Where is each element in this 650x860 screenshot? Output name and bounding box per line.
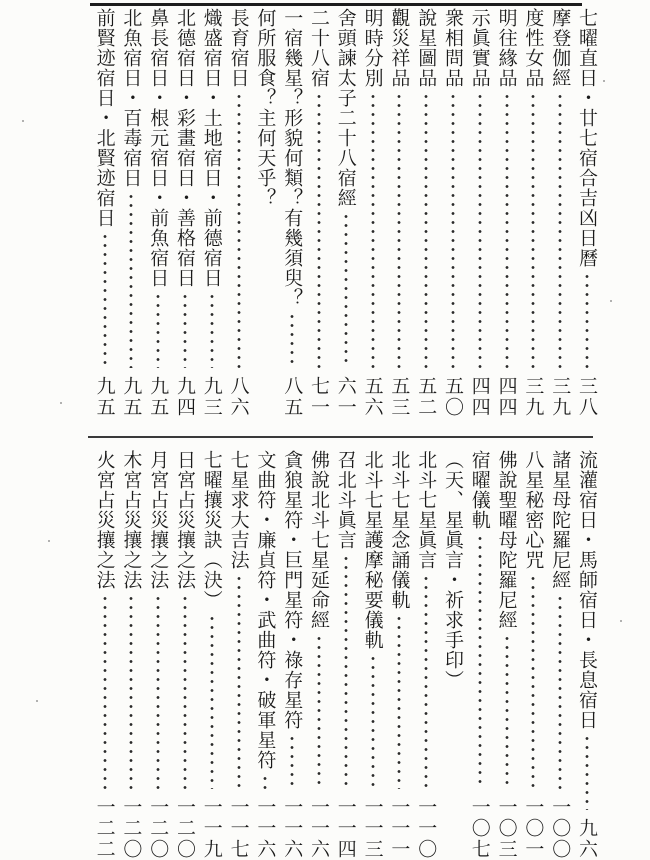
toc-entry[interactable] [199, 450, 225, 860]
toc-entry-title: 衆相問品 [442, 8, 464, 88]
dot-leader [129, 594, 133, 789]
toc-entry-title: 日宮占災攘之法 [174, 450, 196, 590]
toc-entry[interactable] [520, 450, 546, 860]
dot-leader [558, 594, 562, 789]
toc-entry-page-number: 九五 [120, 376, 143, 418]
scan-speck [620, 620, 622, 622]
toc-entry[interactable] [306, 8, 332, 418]
dot-leader [290, 734, 294, 789]
toc-entry-title: 八星秘密心咒 [522, 450, 545, 570]
dot-leader [156, 292, 160, 368]
scan-speck [22, 120, 24, 122]
toc-entry[interactable] [252, 8, 278, 418]
toc-entry[interactable] [547, 450, 573, 860]
dot-leader [129, 192, 133, 368]
toc-entry-title: 說星圖品 [415, 8, 438, 88]
toc-entry[interactable] [386, 450, 412, 860]
toc-entry[interactable] [306, 450, 332, 860]
toc-entry-page-number: 三九 [549, 376, 572, 418]
toc-entry-page-number: 五〇 [442, 376, 464, 418]
toc-entry-page-number: 九四 [174, 376, 196, 418]
toc-entry-page-number: 一一九 [200, 797, 223, 860]
toc-entry-title: 前賢迹宿日・北賢迹宿日 [93, 8, 116, 228]
toc-entry[interactable] [118, 8, 144, 418]
toc-entry-page-number: 一二二 [93, 797, 116, 860]
toc-entry-title: 佛說北斗七星延命經 [308, 450, 330, 630]
toc-entry-page-number: 七一 [308, 376, 330, 418]
dot-leader [478, 92, 482, 368]
dot-leader [237, 92, 241, 368]
toc-entry-title: 舍頭諫太子二十八宿經 [334, 8, 357, 208]
dot-leader [263, 774, 267, 789]
toc-entry-title: （天、星眞言・祈求手印） [442, 450, 464, 690]
toc-entry[interactable] [118, 450, 144, 860]
toc-entry-page-number: 一二〇 [147, 797, 170, 860]
dot-leader [531, 92, 535, 368]
toc-entry[interactable] [440, 8, 466, 418]
toc-entry[interactable] [360, 450, 386, 860]
dot-leader [397, 614, 401, 789]
toc-section-lower [80, 450, 600, 860]
toc-entry-page-number: 九五 [147, 376, 170, 418]
toc-entry[interactable] [145, 450, 171, 860]
toc-entry[interactable] [574, 450, 600, 860]
toc-entry[interactable] [494, 450, 520, 860]
top-border-rule [90, 3, 582, 6]
toc-entry-title: 七曜直日・廿七宿合吉凶日曆 [576, 8, 598, 268]
toc-entry[interactable] [386, 8, 412, 418]
toc-entry-page-number: 三九 [522, 376, 545, 418]
toc-entry-page-number: 五三 [388, 376, 411, 418]
toc-entry-title: 文曲符・廉貞符・武曲符・破軍星符 [254, 450, 277, 770]
toc-entry-title: 七曜攘災訣（決） [200, 450, 223, 610]
toc-entry-title: 七星求大吉法 [227, 450, 250, 570]
toc-entry-title: 召北斗眞言 [334, 450, 357, 550]
toc-entry-title: 二十八宿 [308, 8, 330, 88]
toc-entry-title: 觀災祥品 [388, 8, 411, 88]
toc-entry-page-number: 九五 [93, 376, 116, 418]
dot-leader [210, 292, 214, 368]
toc-entry-title: 流灌宿日・馬師宿日・長息宿日 [576, 450, 598, 730]
dot-leader [531, 574, 535, 789]
dot-leader [317, 634, 321, 789]
toc-entry[interactable] [333, 8, 359, 418]
toc-entry[interactable] [252, 450, 278, 860]
toc-entry-title: 北斗七星眞言 [415, 450, 438, 570]
dot-leader [237, 574, 241, 789]
scan-speck [60, 402, 62, 404]
toc-entry[interactable] [172, 8, 198, 418]
toc-entry[interactable] [494, 8, 520, 418]
dot-leader [585, 272, 589, 368]
dot-leader [505, 634, 509, 789]
toc-entry[interactable] [199, 8, 225, 418]
toc-entry[interactable] [440, 450, 466, 860]
toc-entry-title: 北斗七星念誦儀軌 [388, 450, 411, 610]
toc-entry-page-number: 一一三 [361, 797, 384, 860]
toc-entry-title: 示眞實品 [468, 8, 491, 88]
scan-speck [48, 540, 50, 542]
toc-entry-title: 鼻長宿日・根元宿日・前魚宿日 [147, 8, 170, 288]
scan-speck [36, 700, 38, 702]
toc-entry-page-number: 九六 [576, 818, 598, 860]
toc-entry-page-number: 一〇七 [468, 797, 491, 860]
toc-entry-page-number: 一二〇 [120, 797, 143, 860]
dot-leader [344, 554, 348, 789]
toc-entry[interactable] [226, 450, 252, 860]
toc-entry-title: 佛說聖曜母陀羅尼經 [495, 450, 518, 630]
toc-entry[interactable] [279, 8, 305, 418]
dot-leader [290, 312, 294, 368]
toc-entry-title: 北斗七星護摩秘要儀軌 [361, 450, 384, 650]
toc-entry-page-number: 一一七 [227, 797, 250, 860]
toc-entry[interactable] [413, 450, 439, 860]
dot-leader [558, 92, 562, 368]
toc-entry[interactable] [520, 8, 546, 418]
toc-entry[interactable] [226, 8, 252, 418]
scan-speck [603, 80, 605, 82]
toc-entry[interactable] [413, 8, 439, 418]
dot-leader [585, 734, 589, 810]
dot-leader [371, 92, 375, 368]
toc-entry-title: 度性女品 [522, 8, 545, 88]
section-divider-rule [88, 436, 593, 438]
toc-entry-title: 一宿幾星？形貌何類？有幾須臾？ [281, 8, 304, 308]
toc-entry[interactable] [92, 8, 118, 418]
dot-leader [156, 594, 160, 789]
toc-entry-page-number: 一一一 [388, 797, 411, 860]
toc-entry-page-number: 六一 [334, 376, 357, 418]
toc-entry[interactable] [574, 8, 600, 418]
dot-leader [424, 92, 428, 368]
dot-leader [371, 654, 375, 789]
dot-leader [505, 92, 509, 368]
toc-entry[interactable] [92, 450, 118, 860]
toc-entry[interactable] [145, 8, 171, 418]
toc-entry-title: 北魚宿日・百毒宿日 [120, 8, 143, 188]
toc-entry-title: 諸星母陀羅尼經 [549, 450, 572, 590]
toc-entry-title: 貪狼星符・巨門星符・祿存星符 [281, 450, 304, 730]
dot-leader [478, 534, 482, 789]
toc-entry-title: 火宮占災攘之法 [93, 450, 116, 590]
toc-entry-page-number: 五六 [361, 376, 384, 418]
dot-leader [344, 212, 348, 368]
toc-entry-title: 明時分別 [361, 8, 384, 88]
toc-entry-page-number: 四四 [495, 376, 518, 418]
toc-entry-page-number: 一一六 [281, 797, 304, 860]
toc-entry-page-number: 九三 [200, 376, 223, 418]
toc-entry-page-number: 一一四 [334, 797, 357, 860]
toc-entry[interactable] [547, 8, 573, 418]
dot-leader [103, 594, 107, 789]
toc-entry-page-number: 四四 [468, 376, 491, 418]
toc-entry-page-number: 一〇三 [495, 797, 518, 860]
toc-entry-title: 月宮占災攘之法 [147, 450, 170, 590]
toc-entry-title: 木宮占災攘之法 [120, 450, 143, 590]
toc-entry-page-number: 三八 [576, 376, 598, 418]
toc-entry-page-number: 一一六 [254, 797, 277, 860]
toc-entry-page-number: 五二 [415, 376, 438, 418]
toc-entry-title: 何所服食？主何天乎？ [254, 8, 277, 208]
toc-entry[interactable] [279, 450, 305, 860]
toc-entry-title: 明往緣品 [495, 8, 518, 88]
toc-entry[interactable] [172, 450, 198, 860]
toc-entry-title: 摩登伽經 [549, 8, 572, 88]
dot-leader [183, 594, 187, 789]
toc-entry-title: 熾盛宿日・土地宿日・前德宿日 [200, 8, 223, 288]
toc-entry-page-number: 一一六 [308, 797, 330, 860]
toc-entry-page-number: 一二〇 [174, 797, 196, 860]
toc-entry-page-number: 一〇〇 [549, 797, 572, 860]
toc-entry-page-number: 八六 [227, 376, 250, 418]
toc-entry[interactable] [467, 8, 493, 418]
toc-entry[interactable] [467, 450, 493, 860]
toc-entry-title: 長育宿日 [227, 8, 250, 88]
dot-leader [183, 292, 187, 368]
dot-leader [424, 574, 428, 789]
dot-leader [397, 92, 401, 368]
toc-entry-page-number: 一〇一 [522, 797, 545, 860]
toc-entry-title: 宿曜儀軌 [468, 450, 491, 530]
toc-section-upper [80, 8, 600, 418]
dot-leader [451, 92, 455, 368]
toc-entry[interactable] [333, 450, 359, 860]
scan-speck [610, 300, 612, 302]
dot-leader [210, 614, 214, 789]
toc-entry[interactable] [360, 8, 386, 418]
dot-leader [317, 92, 321, 368]
toc-entry-page-number: 八五 [281, 376, 304, 418]
toc-entry-title: 北德宿日・彩畫宿日・善格宿日 [174, 8, 196, 288]
dot-leader [103, 232, 107, 368]
toc-entry-page-number: 一一〇 [415, 797, 438, 860]
